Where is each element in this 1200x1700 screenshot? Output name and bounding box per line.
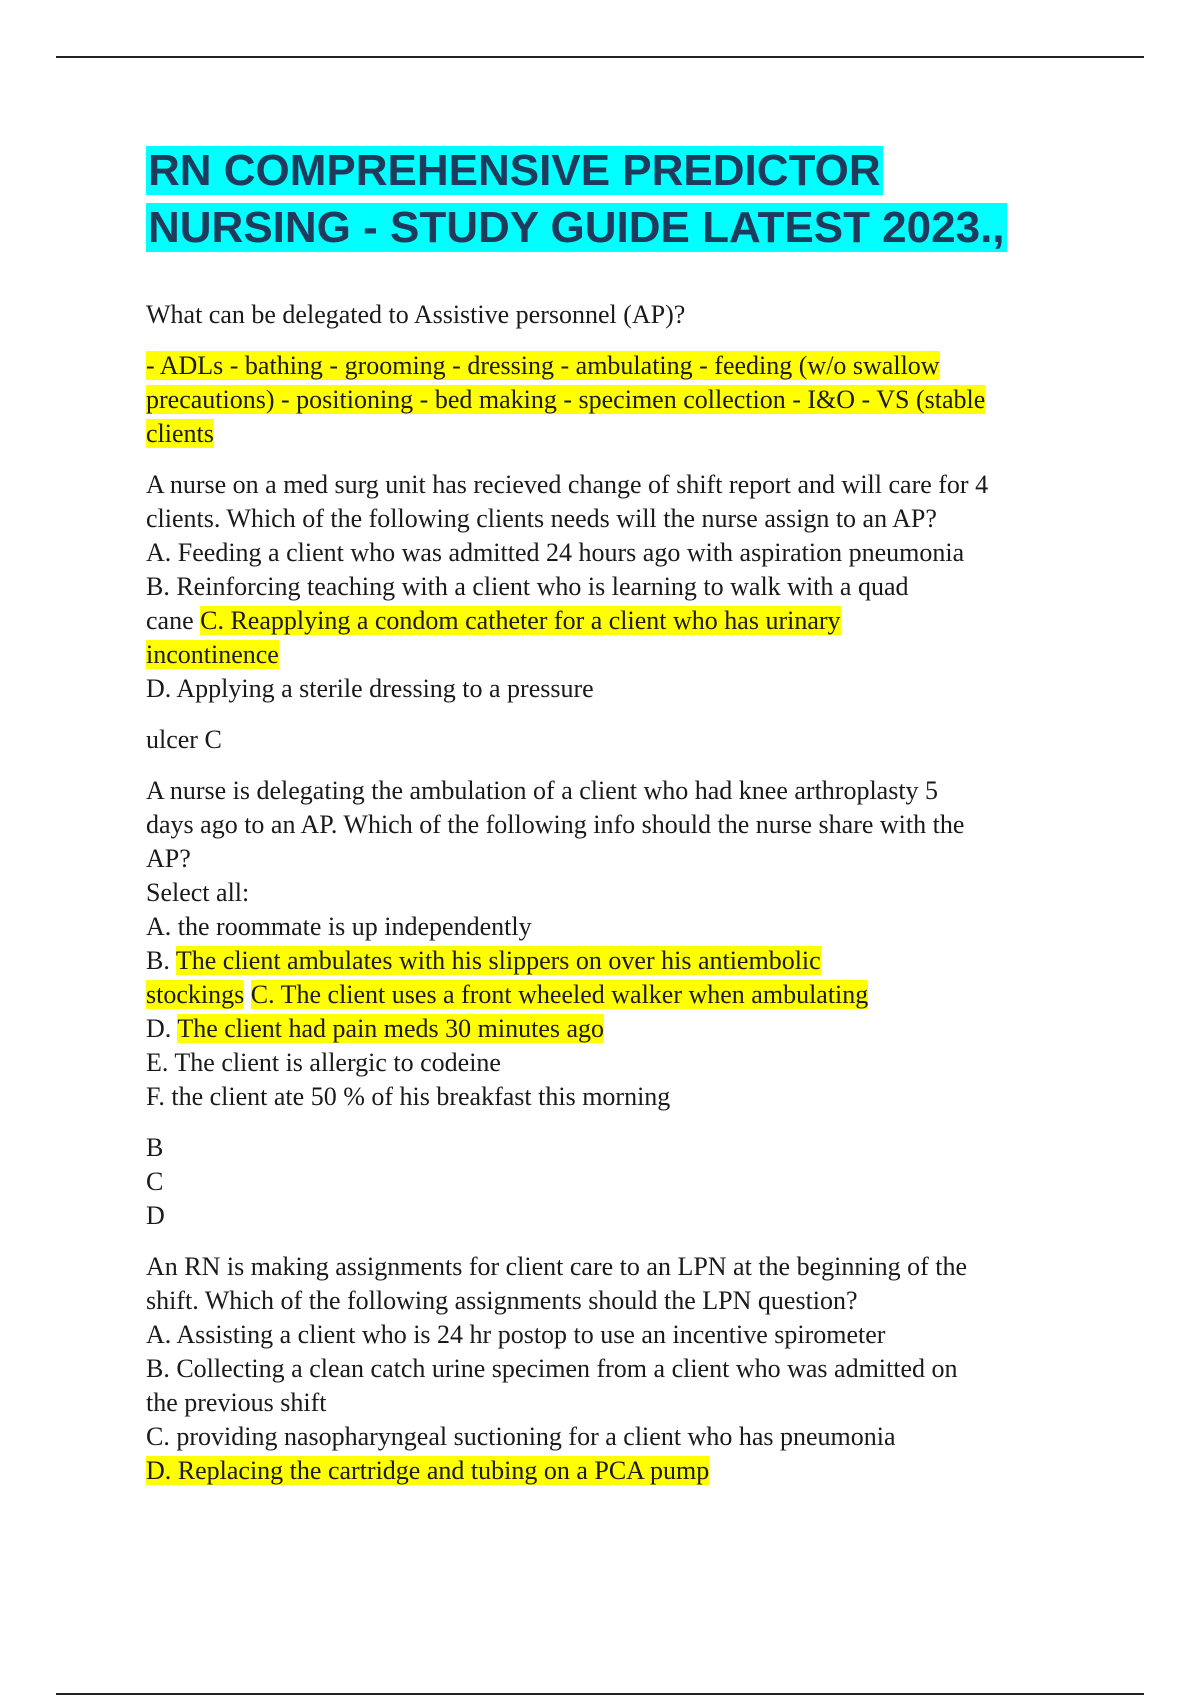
answer-1-line-2: precautions) - positioning - bed making - specimen collection - I&O - VS (stable — [146, 385, 986, 414]
question-2 — [146, 468, 1086, 706]
document-title — [146, 142, 1086, 256]
question-4-option-c: C. providing nasopharyngeal suctioning for a client who has pneumonia — [146, 1422, 896, 1451]
question-2-option-c-2: incontinence — [146, 640, 279, 669]
question-4-option-b-2: the previous shift — [146, 1388, 327, 1417]
question-2-option-b-1: B. Reinforcing teaching with a client who is learning to walk with a quad — [146, 572, 909, 601]
question-1-text: What can be delegated to Assistive personnel (AP)? — [146, 300, 686, 329]
answer-1 — [146, 349, 1086, 451]
question-2-option-c-line-2 — [146, 638, 1086, 672]
question-3-option-b-c-line — [146, 978, 1086, 1012]
question-2-option-b-2: cane — [146, 606, 201, 635]
answer-2 — [146, 723, 1086, 757]
title-line-2: NURSING - STUDY GUIDE LATEST 2023., — [148, 203, 1005, 252]
question-3-stem-2: days ago to an AP. Which of the following info should the nurse share with the — [146, 810, 965, 839]
question-3-option-c: C. The client uses a front wheeled walker when ambulating — [250, 980, 869, 1009]
question-3-option-b-2: stockings — [146, 980, 245, 1009]
answer-1-line-1: - ADLs - bathing - grooming - dressing - ambulating - feeding (w/o swallow — [146, 351, 940, 380]
question-3-option-b-1: The client ambulates with his slippers on over his antiembolic — [175, 946, 821, 975]
question-3-option-d-prefix: D. — [146, 1014, 178, 1043]
question-3-option-d-line — [146, 1012, 1086, 1046]
question-2-option-a: A. Feeding a client who was admitted 24 hours ago with aspiration pneumonia — [146, 538, 965, 567]
question-2-option-d: D. Applying a sterile dressing to a pressure — [146, 674, 594, 703]
answer-1-line-3: clients — [146, 419, 214, 448]
question-4-stem-2: shift. Which of the following assignments should the LPN question? — [146, 1286, 858, 1315]
top-rule — [56, 56, 1144, 58]
bottom-rule — [56, 1693, 1144, 1695]
question-2-stem-2: clients. Which of the following clients needs will the nurse assign to an AP? — [146, 504, 937, 533]
question-3-option-b-prefix: B. — [146, 946, 176, 975]
answer-3 — [146, 1131, 1086, 1233]
question-3-option-a: A. the roommate is up independently — [146, 912, 532, 941]
title-line-1: RN COMPREHENSIVE PREDICTOR — [148, 146, 881, 195]
question-4-option-d-line — [146, 1454, 1086, 1488]
answer-3-item: B — [146, 1133, 164, 1162]
answer-3-item: D — [146, 1201, 165, 1230]
question-3-option-b-line-1 — [146, 944, 1086, 978]
question-4 — [146, 1250, 1086, 1488]
question-3-option-f: F. the client ate 50 % of his breakfast this morning — [146, 1082, 671, 1111]
question-3 — [146, 774, 1086, 1114]
question-4-stem-1: An RN is making assignments for client care to an LPN at the beginning of the — [146, 1252, 967, 1281]
question-3-option-d: The client had pain meds 30 minutes ago — [177, 1014, 605, 1043]
question-2-option-c-1: C. Reapplying a condom catheter for a client who has urinary — [200, 606, 841, 635]
question-4-option-b-1: B. Collecting a clean catch urine specimen from a client who was admitted on — [146, 1354, 958, 1383]
question-2-stem-1: A nurse on a med surg unit has recieved change of shift report and will care for 4 — [146, 470, 989, 499]
question-1 — [146, 298, 1086, 332]
answer-2-text: ulcer C — [146, 725, 222, 754]
question-4-option-d: D. Replacing the cartridge and tubing on a PCA pump — [146, 1456, 710, 1485]
question-2-option-b-c-line — [146, 604, 1086, 638]
question-3-select-all: Select all: — [146, 878, 250, 907]
question-3-stem-1: A nurse is delegating the ambulation of a client who had knee arthroplasty 5 — [146, 776, 939, 805]
question-3-stem-3: AP? — [146, 844, 191, 873]
document-body — [146, 142, 1086, 1505]
question-4-option-a: A. Assisting a client who is 24 hr postop to use an incentive spirometer — [146, 1320, 886, 1349]
question-3-option-e: E. The client is allergic to codeine — [146, 1048, 501, 1077]
answer-3-item: C — [146, 1167, 164, 1196]
